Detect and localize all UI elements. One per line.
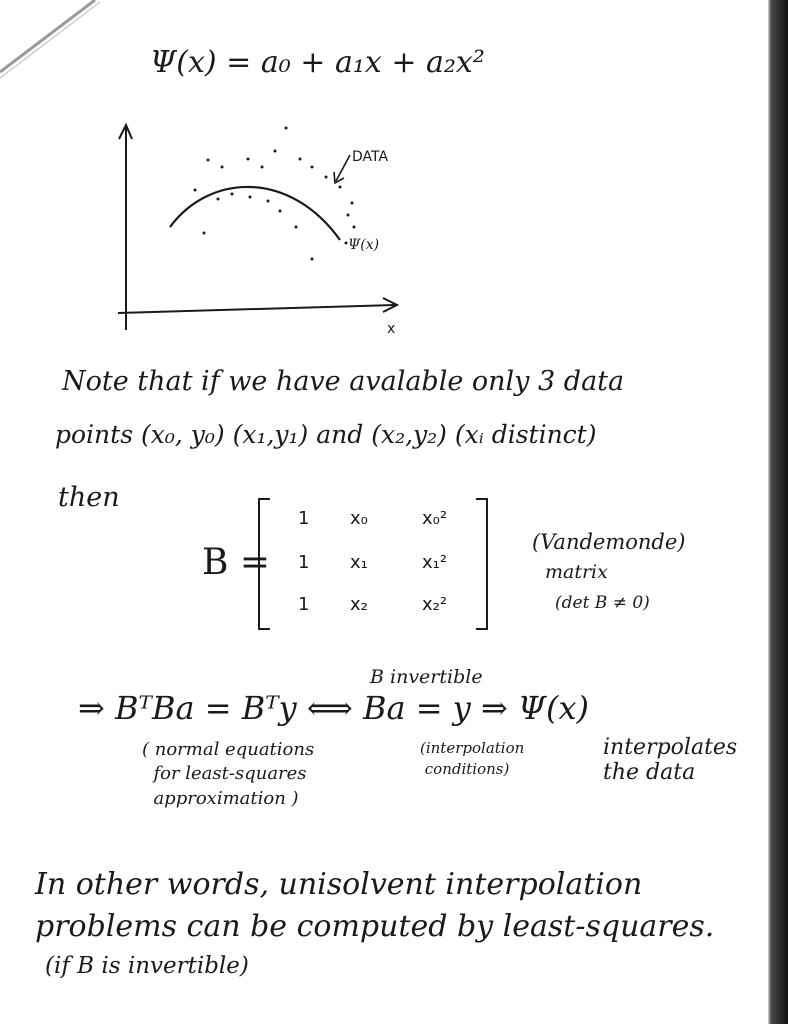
note-line-1: Note that if we have avalable only 3 data (62, 366, 625, 397)
page-right-edge (768, 0, 788, 1024)
matrix-cell: 1 (298, 552, 310, 573)
data-point (217, 198, 220, 201)
matrix-cell: x₁ (350, 552, 368, 573)
data-point (347, 214, 350, 217)
data-point (207, 159, 210, 162)
quadratic-model-formula: Ψ(x) = a₀ + a₁x + a₂x² (150, 45, 485, 80)
data-pointer-arrow (336, 155, 350, 181)
conclusion-line-3: (if B is invertible) (45, 953, 249, 979)
normal-equations-note: ( normal equations for least-squares approximation ) (142, 739, 315, 809)
data-points (194, 127, 356, 261)
data-point (299, 158, 302, 161)
x-axis-label: x (387, 321, 396, 337)
matrix-cell: x₂² (422, 594, 448, 615)
data-point (261, 166, 264, 169)
det-b-note: (det B ≠ 0) (555, 593, 650, 613)
matrix-cell: 1 (298, 594, 310, 615)
matrix-cell: x₂ (350, 594, 368, 615)
matrix-right-bracket (476, 498, 488, 630)
equivalence-chain: ⇒ BᵀBa = Bᵀy ⟺ Ba = y ⇒ Ψ(x) (78, 689, 589, 727)
data-point (285, 127, 288, 130)
x-axis (118, 305, 395, 313)
data-pointer-arrowhead (334, 172, 344, 183)
data-point (231, 193, 234, 196)
b-invertible-label: B invertible (370, 666, 483, 688)
data-point (295, 226, 298, 229)
data-point (267, 200, 270, 203)
conclusion-line-1: In other words, unisolvent interpolation (35, 867, 643, 902)
least-squares-sketch (100, 115, 430, 345)
vandermonde-matrix (258, 498, 488, 628)
fitted-curve (170, 187, 340, 240)
data-point (311, 166, 314, 169)
data-point (353, 226, 356, 229)
vandermonde-matrix-word: matrix (545, 561, 608, 583)
data-point (311, 258, 314, 261)
interpolation-conditions-note: (interpolation conditions) (420, 739, 525, 778)
data-point (325, 176, 328, 179)
matrix-cell: x₁² (422, 552, 448, 573)
data-point (194, 189, 197, 192)
data-label: DATA (352, 149, 389, 165)
data-point (274, 150, 277, 153)
data-point (221, 166, 224, 169)
matrix-cell: 1 (298, 508, 310, 529)
conclusion-line-2: problems can be computed by least-squares. (35, 909, 715, 944)
data-point (203, 232, 206, 235)
data-point (279, 210, 282, 213)
data-point (249, 196, 252, 199)
then-word: then (58, 482, 120, 513)
data-point (339, 186, 342, 189)
matrix-b-label: B = (202, 542, 271, 583)
matrix-left-bracket (258, 498, 270, 630)
page-corner-fold (0, 0, 110, 80)
data-point (247, 158, 250, 161)
curve-label: Ψ(x) (348, 237, 380, 253)
matrix-cell: x₀² (422, 508, 448, 529)
data-point (351, 202, 354, 205)
note-line-2: points (x₀, y₀) (x₁,y₁) and (x₂,y₂) (xᵢ distinct) (55, 420, 597, 449)
interpolates-data-note: interpolates the data (603, 735, 738, 786)
vandermonde-label: (Vandemonde) (532, 530, 686, 554)
matrix-cell: x₀ (350, 508, 368, 529)
